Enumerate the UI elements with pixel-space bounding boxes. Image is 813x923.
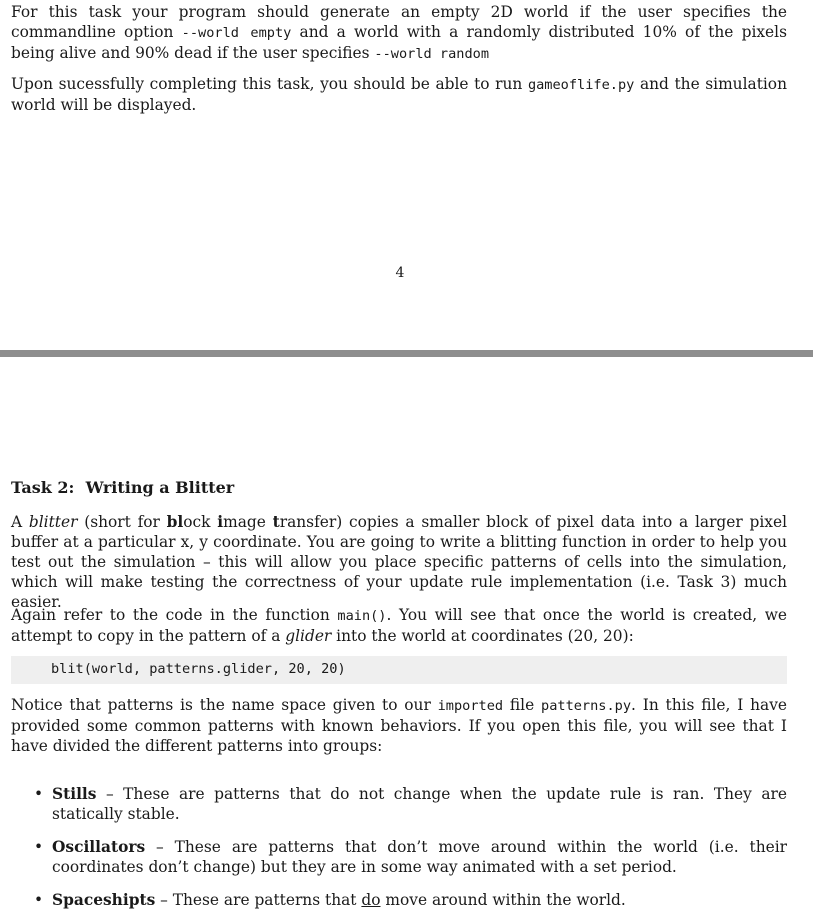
list-text: move around within the world. <box>380 891 626 909</box>
paragraph-world-option <box>11 2 787 64</box>
list-text: – These are patterns that <box>155 891 362 909</box>
heading-task-number: Task 2: <box>11 478 75 497</box>
bold-letters: t <box>272 513 280 531</box>
list-text: – These are patterns that don’t move around within the world (i.e. their coordinates don’t change) but they are in some way animated with a set period. <box>52 838 787 876</box>
code-block <box>11 656 787 684</box>
text: Again refer to the code in the function <box>11 606 338 624</box>
page-separator <box>0 350 813 357</box>
text: . You will see that once the world is created, we attempt to copy in the pattern of a <box>11 606 787 645</box>
underlined-word: do <box>361 891 381 909</box>
paragraph-run-program <box>11 74 787 115</box>
text: ock <box>183 513 218 531</box>
list-item <box>11 890 787 910</box>
paragraph-patterns-file <box>11 695 787 756</box>
list-text: – These are patterns that do not change when the update rule is ran. They are statically stable. <box>52 785 787 823</box>
text: mage <box>223 513 273 531</box>
section-heading <box>11 478 234 497</box>
text: and a world with a randomly distributed 10% of the pixels being alive and 90% dead if the user specifies <box>11 23 787 62</box>
text: into the world at coordinates (20, 20): <box>331 627 634 645</box>
code-main: main() <box>337 608 387 624</box>
text: Notice that patterns is the name space given to our <box>11 696 438 714</box>
heading-title: Writing a Blitter <box>85 478 235 497</box>
code-imported: imported <box>437 698 504 714</box>
code-line: blit(world, patterns.glider, 20, 20) <box>51 661 346 677</box>
text: Upon sucessfully completing this task, you should be able to run <box>11 75 528 93</box>
bold-letters: i <box>217 513 224 531</box>
pattern-groups-list <box>11 784 787 923</box>
text: file <box>503 696 542 714</box>
text: and the simulation world will be displayed. <box>11 75 787 114</box>
list-item <box>11 837 787 877</box>
list-term: Stills <box>52 785 97 803</box>
code-gameoflife: gameoflife.py <box>527 77 635 93</box>
page-number: 4 <box>395 265 405 281</box>
text: ransfer) copies a smaller block of pixel data into a larger pixel buffer at a particular x, y coordinate. You are going to write a blitting function in order to help you test out the simulation – this will allow you place specific patterns of cells into the simulation, which will make testing the correctness of your update rule implementation (i.e. Task 3) much easier. <box>11 513 788 611</box>
bullet-icon: • <box>34 838 44 856</box>
code-patterns-py: patterns.py <box>541 698 632 714</box>
text: (short for <box>77 513 167 531</box>
bold-letters: bl <box>166 513 184 531</box>
page-4 <box>0 0 813 350</box>
text: For this task your program should generate an empty 2D world if the user specifies the commandline option <box>11 3 787 41</box>
paragraph-main-function <box>11 605 787 646</box>
paragraph-blitter-definition <box>11 512 787 612</box>
bullet-icon: • <box>34 785 44 803</box>
list-term: Oscillators <box>52 838 146 856</box>
list-term: Spaceshipts <box>52 891 156 909</box>
code-world-empty: --world empty <box>181 25 292 41</box>
code-world-random: --world random <box>374 46 489 62</box>
emphasis-blitter: blitter <box>28 513 78 531</box>
text: . In this file, I have provided some common patterns with known behaviors. If you open this file, you will see that I have divided the different patterns into groups: <box>11 696 787 755</box>
page-5 <box>0 357 813 909</box>
list-item <box>11 784 787 824</box>
text: A <box>11 513 29 531</box>
emphasis-glider: glider <box>285 627 332 645</box>
bullet-icon: • <box>34 891 44 909</box>
